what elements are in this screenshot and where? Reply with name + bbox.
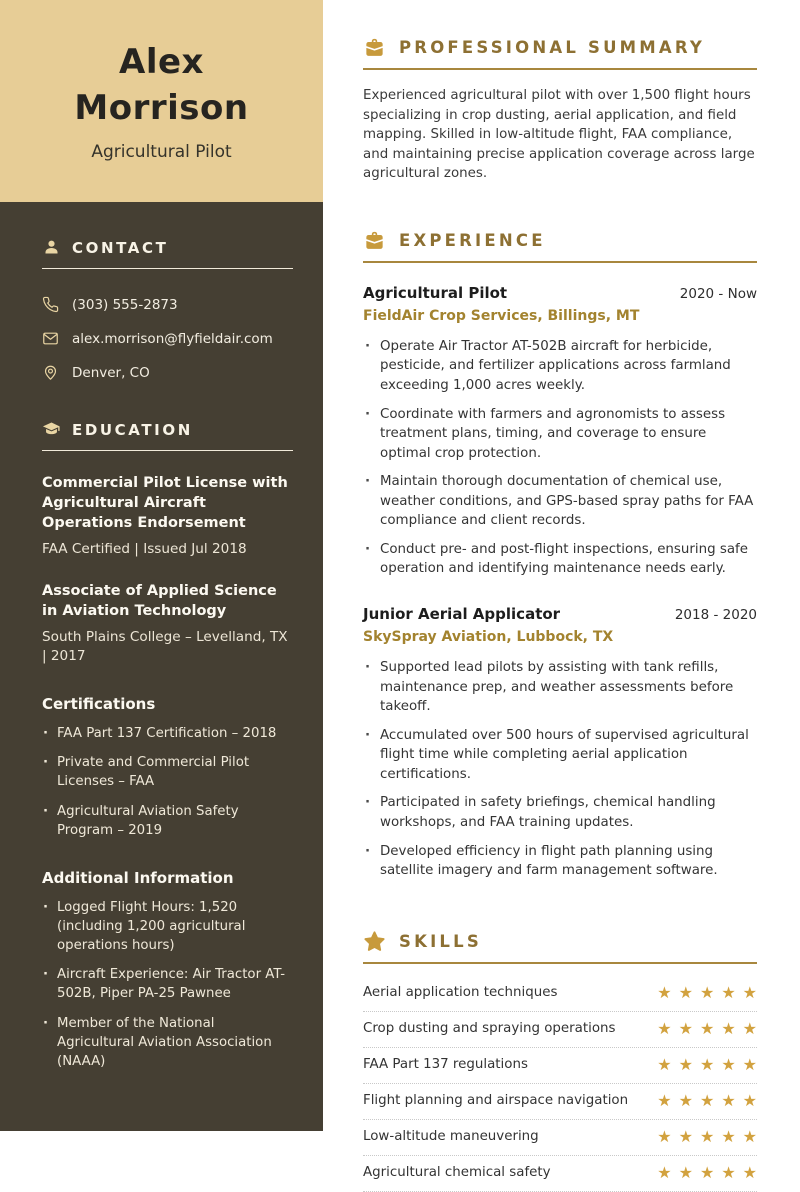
summary-divider [363, 68, 757, 70]
skill-label: FAA Part 137 regulations [363, 1057, 528, 1073]
email-address: alex.morrison@flyfieldair.com [72, 330, 273, 347]
education-entry [42, 581, 293, 666]
candidate-job-title: Agricultural Pilot [91, 141, 232, 162]
education-heading: EDUCATION [72, 420, 193, 439]
education-entry-title: Associate of Applied Science in Aviation Technology [42, 583, 277, 620]
job-bullet-list [363, 658, 757, 881]
job-entry [363, 605, 757, 881]
skill-row [363, 1156, 764, 1192]
skills-divider [363, 962, 757, 964]
job-bullet: · Conduct pre- and post-flight inspections, ensuring safe operation and identifying maintenance needs early. [363, 540, 757, 579]
summary-section-header [363, 36, 757, 59]
skill-rating-stars: ★★★★★ [657, 1162, 764, 1182]
skill-rating-stars: ★★★★★ [657, 1126, 764, 1146]
summary-heading: PROFESSIONAL SUMMARY [399, 38, 706, 57]
job-bullet: · Accumulated over 500 hours of supervised agricultural flight time while completing aerial application certifications. [363, 726, 757, 785]
star-icon [363, 930, 386, 953]
job-company: FieldAir Crop Services, Billings, MT [363, 307, 640, 324]
education-entry-detail: FAA Certified | Issued Jul 2018 [42, 541, 247, 557]
certification-item: · Agricultural Aviation Safety Program – 2019 [42, 802, 293, 840]
experience-divider [363, 261, 757, 263]
skill-rating-stars: ★★★★★ [657, 1018, 764, 1038]
certification-item: · Private and Commercial Pilot Licenses – FAA [42, 753, 293, 791]
skill-row [363, 1048, 764, 1084]
contact-list [42, 296, 293, 381]
skill-rating-stars: ★★★★★ [657, 982, 764, 1002]
phone-icon [42, 296, 59, 313]
job-dates: 2020 - Now [679, 285, 757, 302]
job-company: SkySpray Aviation, Lubbock, TX [363, 629, 614, 645]
skill-label: Low-altitude maneuvering [363, 1129, 539, 1145]
additional-info-item: · Logged Flight Hours: 1,520 (including 1,200 agricultural operations hours) [42, 898, 293, 955]
additional-info-item: · Aircraft Experience: Air Tractor AT-502B, Piper PA-25 Pawnee [42, 965, 293, 1003]
job-header [363, 284, 757, 302]
certification-item: · FAA Part 137 Certification – 2018 [42, 724, 293, 743]
job-bullet: · Maintain thorough documentation of chemical use, weather conditions, and GPS-based spray paths for FAA compliance and client records. [363, 472, 757, 531]
skill-row [363, 976, 764, 1012]
certifications-list [42, 724, 293, 840]
education-divider [42, 450, 293, 451]
job-bullet: · Supported lead pilots by assisting with tank refills, maintenance prep, and weather assessments before takeoff. [363, 658, 757, 717]
education-section [42, 420, 293, 1071]
location-text: Denver, CO [72, 364, 150, 381]
location-pin-icon [42, 364, 59, 381]
job-bullet: · Developed efficiency in flight path planning using satellite imagery and farm management software. [363, 842, 757, 881]
experience-section-header [363, 229, 757, 252]
briefcase-icon [363, 36, 386, 59]
skills-section-header [363, 930, 757, 953]
job-bullet-list [363, 337, 757, 579]
graduation-cap-icon [42, 420, 61, 439]
certifications-heading: Certifications [42, 695, 156, 714]
contact-email [42, 330, 293, 347]
job-title: Junior Aerial Applicator [363, 605, 561, 623]
skills-heading: SKILLS [399, 931, 482, 951]
additional-info-item: · Member of the National Agricultural Aviation Association (NAAA) [42, 1014, 293, 1071]
main-column [323, 0, 800, 1182]
candidate-name: Alex Morrison [74, 42, 249, 128]
sidebar [0, 0, 323, 1131]
job-dates: 2018 - 2020 [674, 607, 757, 623]
experience-section [363, 229, 757, 881]
briefcase-icon [363, 229, 386, 252]
skill-label: Crop dusting and spraying operations [363, 1021, 616, 1037]
job-bullet: · Coordinate with farmers and agronomists to assess treatment plans, timing, and coverage to ensure optimal crop protection. [363, 405, 757, 464]
contact-section [42, 238, 293, 381]
skill-label: Flight planning and airspace navigation [363, 1093, 629, 1109]
phone-number: (303) 555-2873 [72, 296, 178, 313]
job-entry [363, 284, 757, 579]
contact-heading: CONTACT [72, 238, 169, 257]
sidebar-content [0, 202, 323, 1111]
contact-section-header [42, 238, 293, 257]
additional-info-heading: Additional Information [42, 868, 234, 887]
job-header [363, 605, 757, 623]
education-entry-detail: South Plains College – Levelland, TX | 2017 [42, 629, 288, 665]
person-icon [42, 238, 61, 257]
education-entry [42, 473, 293, 559]
skill-rating-stars: ★★★★★ [657, 1090, 764, 1110]
skill-rating-stars: ★★★★★ [657, 1054, 764, 1074]
skills-list [363, 976, 764, 1192]
name-header [0, 0, 323, 202]
experience-heading: EXPERIENCE [399, 230, 546, 250]
contact-location [42, 364, 293, 381]
education-section-header [42, 420, 293, 439]
skill-label: Agricultural chemical safety [363, 1165, 551, 1181]
job-bullet: · Operate Air Tractor AT-502B aircraft for herbicide, pesticide, and fertilizer applications across farmland exceeding 1,000 acres weekly. [363, 337, 757, 396]
summary-text: Experienced agricultural pilot with over 1,500 flight hours specializing in crop dusting, aerial application, and field mapping. Skilled in low-altitude flight, FAA compliance, and maintaining precise application coverage across large agricultural zones. [363, 88, 755, 182]
skill-row [363, 1084, 764, 1120]
skills-section [363, 930, 764, 1192]
summary-section [363, 36, 757, 184]
job-title: Agricultural Pilot [363, 283, 508, 302]
skill-row [363, 1120, 764, 1156]
education-entry-title: Commercial Pilot License with Agricultural Aircraft Operations Endorsement [42, 475, 288, 531]
skill-label: Aerial application techniques [363, 985, 558, 1001]
skill-row [363, 1012, 764, 1048]
envelope-icon [42, 330, 59, 347]
contact-divider [42, 268, 293, 269]
job-bullet: · Participated in safety briefings, chemical handling workshops, and FAA training updates. [363, 793, 757, 832]
additional-info-list [42, 898, 293, 1071]
contact-phone [42, 296, 293, 313]
